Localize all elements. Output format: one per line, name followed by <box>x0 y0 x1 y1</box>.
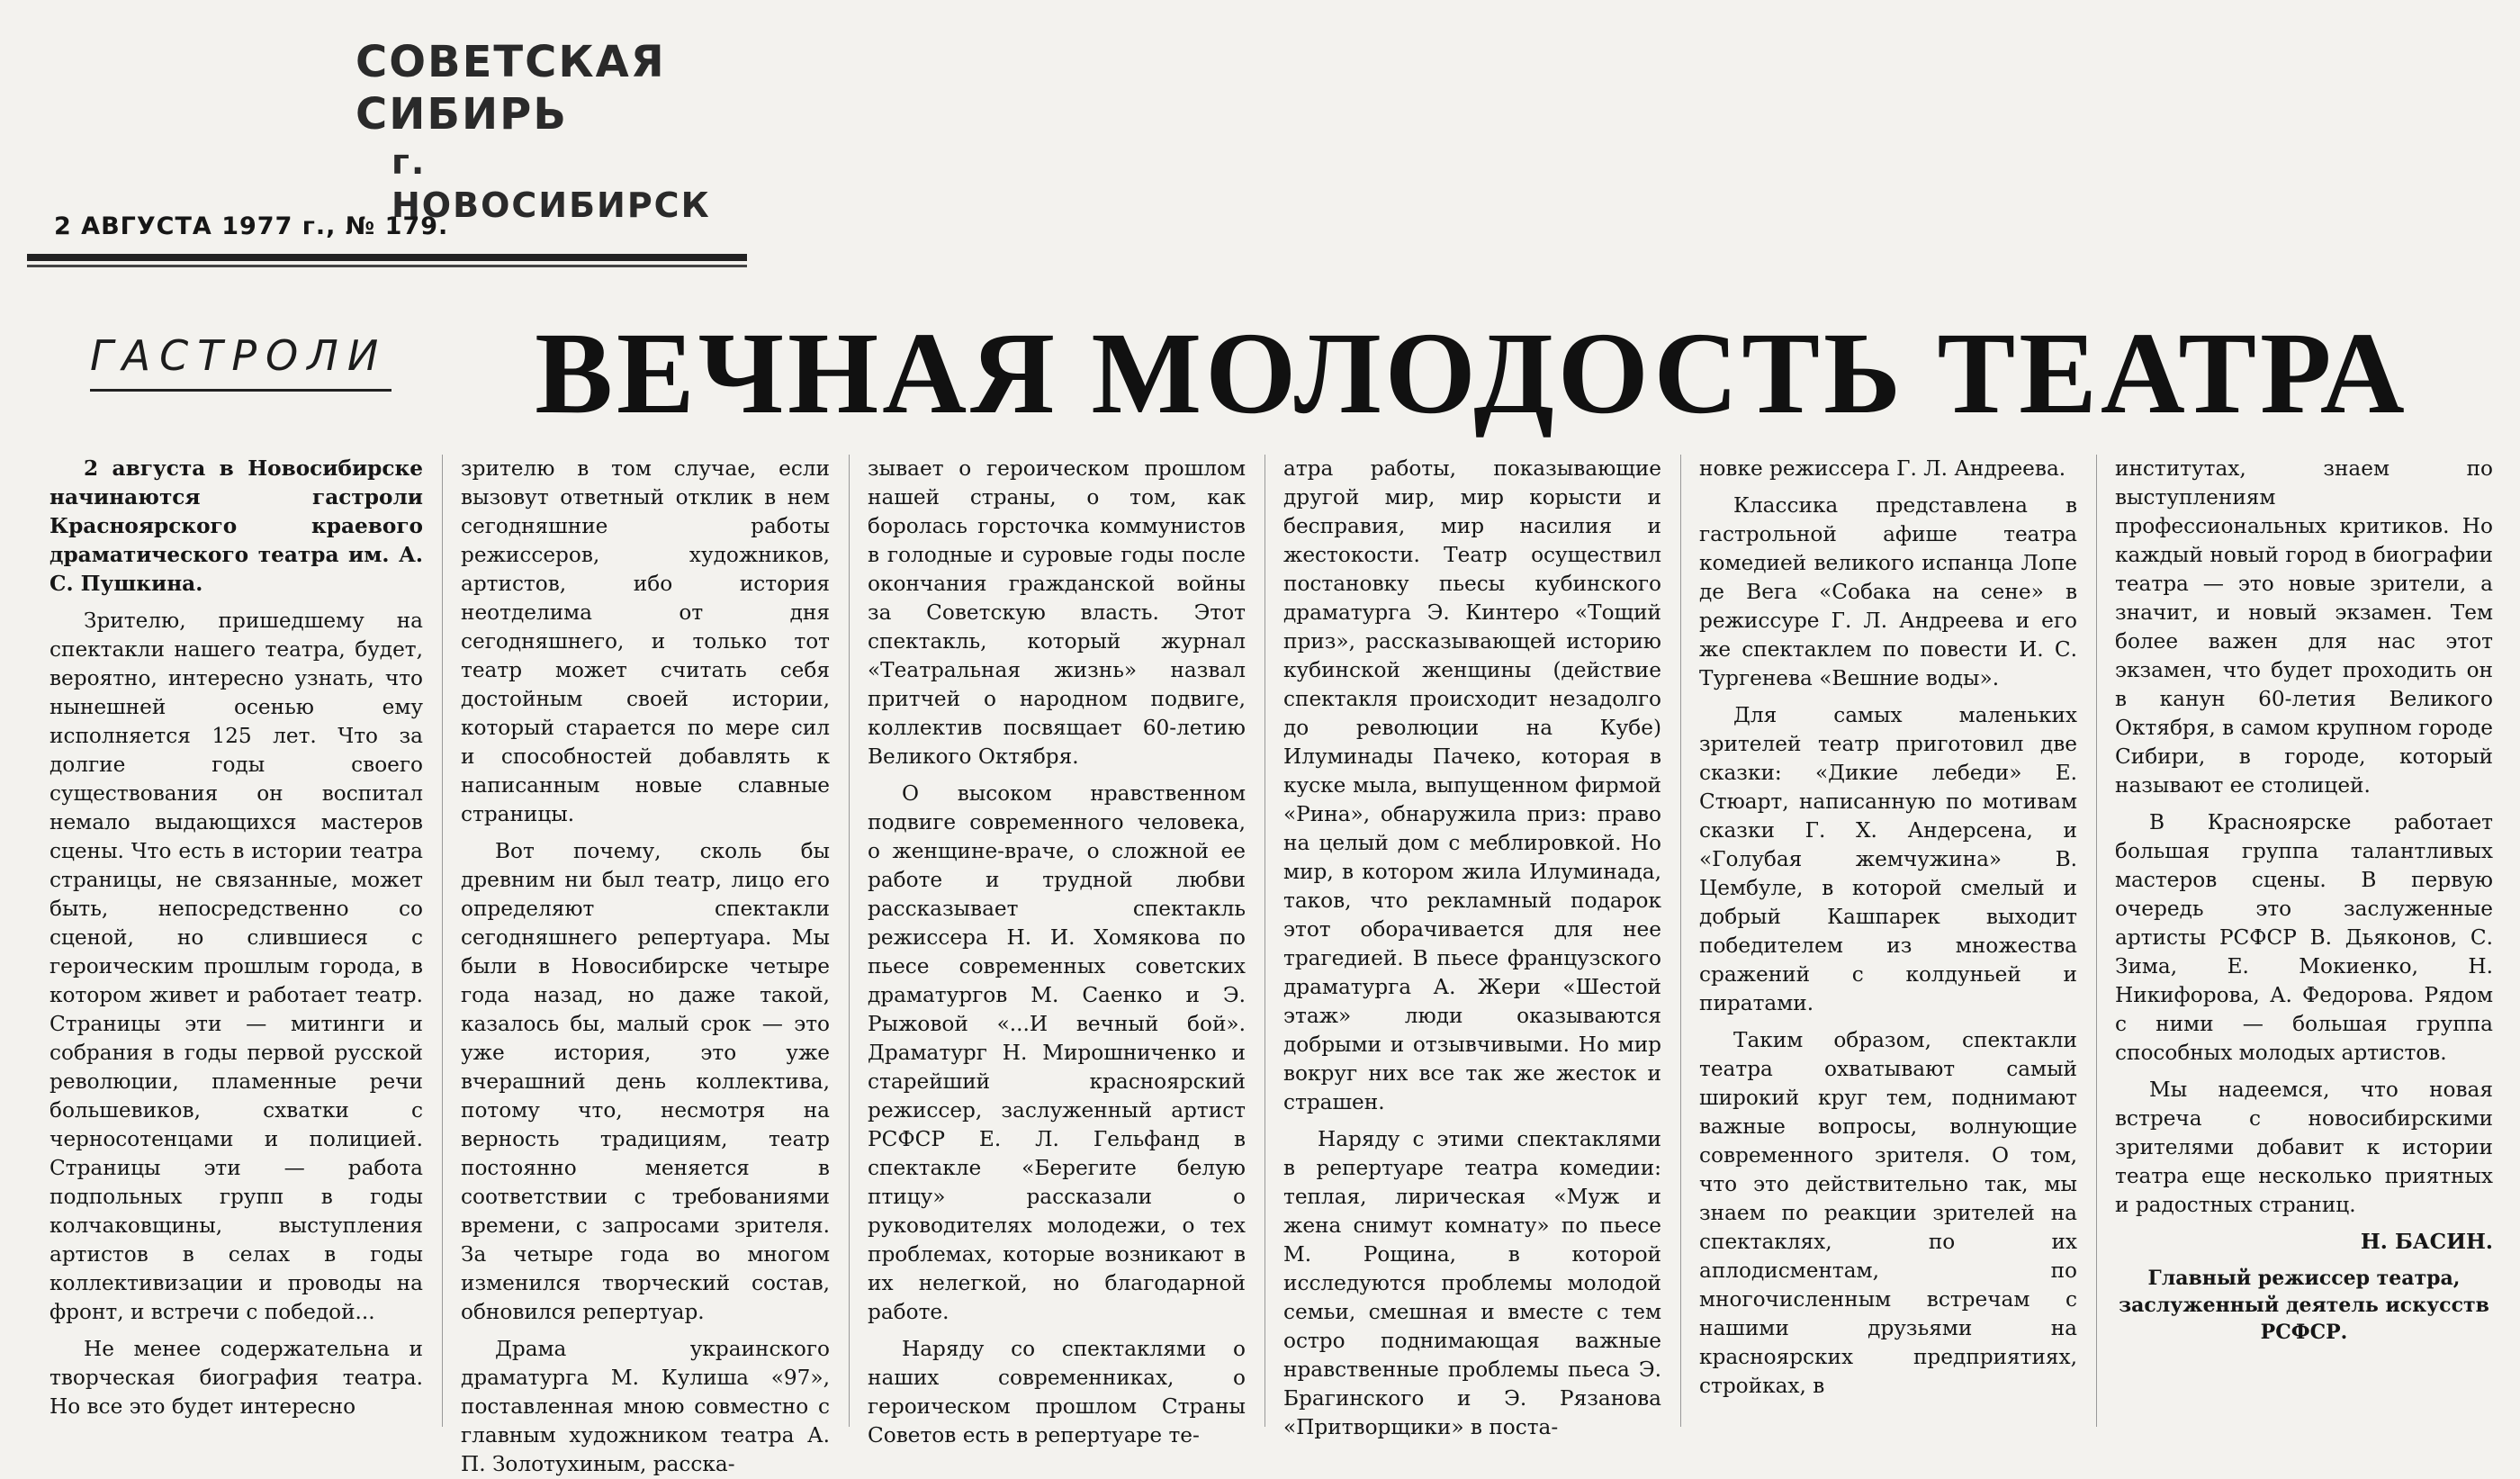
article-paragraph: Наряду со спектаклями о наших современниках, о героическом прошлом Страны Советов есть в репертуаре те- <box>868 1337 1246 1447</box>
article-headline: ВЕЧНАЯ МОЛОДОСТЬ ТЕАТРА <box>535 309 2408 438</box>
article-paragraph: Для самых маленьких зрителей театр приготовил две сказки: «Дикие лебеди» Е. Стюарт, написанную по мотивам сказки Г. Х. Андерсена, и «Голубая жемчужина» В. Цембуле, в которой смелый и добрый Кашпарек выходит победителем из множества сражений с колдуньей и пиратами. <box>1699 703 2077 1015</box>
article-column-5 <box>1699 455 2077 1427</box>
article-paragraph: Драма украинского драматурга М. Кулиша «97», поставленная мною совместно с главным художником театра А. П. Золотухиным, расска- <box>461 1337 830 1476</box>
article-paragraph: Не менее содержательна и творческая биография театра. Но все это будет интересно <box>50 1337 423 1419</box>
article-paragraph: Вот почему, сколь бы древним ни был театр, лицо его определяют спектакли сегодняшнего репертуара. Мы были в Новосибирске четыре года назад, но даже такой, казалось бы, малый срок — это уже история, это уже вчерашний день коллектива, потому что, несмотря на верность традициям, театр постоянно меняется в соответствии с требованиями времени, с запросами зрителя. За четыре года во многом изменился творческий состав, обновился репертуар. <box>461 839 830 1324</box>
article-column-2 <box>461 455 830 1476</box>
article-column-4 <box>1283 455 1661 1439</box>
article-paragraph: атра работы, показывающие другой мир, мир корысти и бесправия, мир насилия и жестокости. Театр осуществил постановку пьесы кубинского драматурга Э. Кинтеро «Тощий приз», рассказывающей историю кубинской женщины (действие спектакля происходит незадолго до революции на Кубе) Илуминады Пачеко, которая в куске мыла, выпущенном фирмой «Рина», обнаружила приз: право на целый дом с меблировкой. Но мир, в котором жила Илуминада, таков, что рекламный подарок этот оборачивается для нее трагедией. В пьесе французского драматурга А. Жери «Шестой этаж» люди оказываются добрыми и отзывчивыми. Но мир вокруг них все так же жесток и страшен. <box>1283 456 1661 1114</box>
section-rubric: ГАСТРОЛИ <box>90 331 388 380</box>
article-paragraph: зрителю в том случае, если вызовут ответный отклик в нем сегодняшние работы режиссеров, художников, артистов, ибо история неотделима от дня сегодняшнего, и только тот театр может считать себя достойным своей истории, который старается по мере сил и способностей добавлять к написанным новые славные страницы. <box>461 456 830 826</box>
stamp-newspaper-name: СОВЕТСКАЯ СИБИРЬ <box>356 37 666 140</box>
article-paragraph: зывает о героическом прошлом нашей страны, о том, как боролась горсточка коммунистов в голодные и суровые годы после окончания гражданской войны за Советскую власть. Этот спектакль, который журнал «Театральная жизнь» назвал притчей о народном подвиге, коллектив посвящает 60-летию Великого Октября. <box>868 456 1246 769</box>
issue-dateline: 2 АВГУСТА 1977 г., № 179. <box>54 212 449 240</box>
article-paragraph: институтах, знаем по выступлениям профессиональных критиков. Но каждый новый город в биографии театра — это новые зрители, а значит, и новый экзамен. Тем более важен для нас этот экзамен, что будет проходить он в канун 60-летия Великого Октября, в самом крупном городе Сибири, в городе, который называют ее столицей. <box>2115 456 2493 798</box>
masthead-rule <box>27 254 747 261</box>
author-position: Главный режиссер театра, заслуженный деятель искусств РСФСР. <box>2119 1267 2489 1344</box>
article-paragraph: О высоком нравственном подвиге современного человека, о женщине-враче, о сложной ее работе и трудной любви рассказывает спектакль режиссера Н. И. Хомякова по пьесе современных советских драматургов М. Саенко и Э. Рыжовой «...И вечный бой». Драматург Н. Мирошниченко и старейший красноярский режиссер, заслуженный артист РСФСР Е. Л. Гельфанд в спектакле «Берегите белую птицу» рассказали о руководителях молодежи, о тех проблемах, которые возникают в их нелегкой, но благодарной работе. <box>868 781 1246 1324</box>
masthead-rule-thin <box>27 265 747 267</box>
article-paragraph: Классика представлена в гастрольной афише театра комедией великого испанца Лопе де Вега «Собака на сене» в режиссуре Г. Л. Андреева и его же спектаклем по повести И. С. Тургенева «Вешние воды». <box>1699 493 2077 690</box>
article-column-6 <box>2115 455 2493 1427</box>
article-lead: 2 августа в Новосибирске начинаются гастроли Красноярского краевого драматического театра им. А. С. Пушкина. <box>50 456 423 596</box>
article-paragraph: В Красноярске работает большая группа талантливых мастеров сцены. В первую очередь это заслуженные артисты РСФСР В. Дьяконов, С. Зима, Е. Мокиенко, Н. Никифорова, А. Федорова. Рядом с ними — большая группа способных молодых артистов. <box>2115 810 2493 1065</box>
article-column-1 <box>50 455 423 1427</box>
article-paragraph: Зрителю, пришедшему на спектакли нашего театра, будет, вероятно, интересно узнать, что нынешней осенью ему исполняется 125 лет. Что за долгие годы своего существования он воспитал немало выдающихся мастеров сцены. Что есть в истории театра страницы, не связанные, может быть, непосредственно со сценой, но слившиеся с героическим прошлым города, в котором живет и работает театр. Страницы эти — митинги и собрания в годы первой русской революции, пламенные речи большевиков, схватки с черносотенцами и полицией. Страницы эти — работа подпольных групп в годы колчаковщины, выступления артистов в селах в годы коллективизации и проводы на фронт, и встречи с победой... <box>50 609 423 1324</box>
article-paragraph: новке режиссера Г. Л. Андреева. <box>1699 456 2066 481</box>
article-body <box>50 455 2493 1476</box>
author-signature: Н. БАСИН. <box>2360 1230 2493 1254</box>
article-paragraph: Таким образом, спектакли театра охватывают самый широкий круг тем, поднимают важные вопросы, волнующие современного зрителя. О том, что это действительно так, мы знаем по реакции зрителей на спектаклях, по их аплодисментам, по многочисленным встречам с нашими друзьями на красноярских предприятиях, стройках, в <box>1699 1028 2077 1398</box>
rubric-underline <box>90 389 392 392</box>
article-paragraph: Наряду с этими спектаклями в репертуаре театра комедии: теплая, лирическая «Муж и жена снимут комнату» по пьесе М. Рощина, в которой исследуются проблемы молодой семьи, смешная и вместе с тем остро поднимающая важные нравственные проблемы пьеса Э. Брагинского и Э. Рязанова «Притворщики» в поста- <box>1283 1127 1661 1439</box>
article-column-3 <box>868 455 1246 1447</box>
article-paragraph: Мы надеемся, что новая встреча с новосибирскими зрителями добавит к истории театра еще несколько приятных и радостных страниц. <box>2115 1078 2493 1217</box>
stamp-city: г. НОВОСИБИРСК <box>392 142 711 225</box>
newspaper-stamp <box>356 36 742 227</box>
